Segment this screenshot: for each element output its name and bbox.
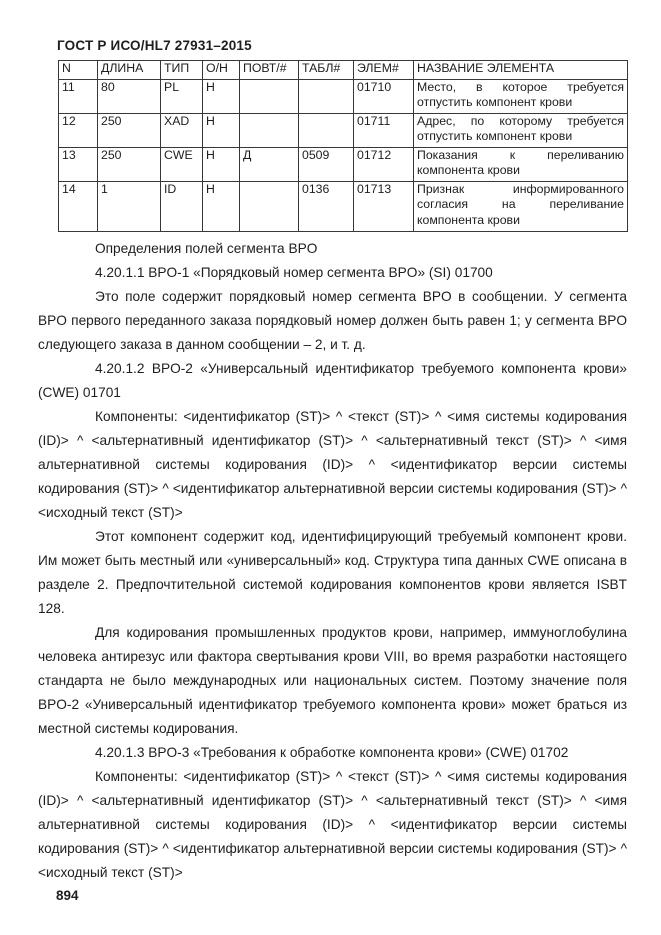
section-heading-4-20-1-1: 4.20.1.1 BPO-1 «Порядковый номер сегмента BPO» (SI) 01700 bbox=[95, 265, 493, 280]
column-header-table: ТАБЛ# bbox=[299, 61, 354, 80]
table-cell-element-name: Адрес, по которому требуется отпустить компонент крови bbox=[414, 113, 628, 147]
table-cell: 0136 bbox=[299, 181, 354, 231]
table-cell: 80 bbox=[98, 79, 161, 113]
column-header-opt: О/Н bbox=[203, 61, 240, 80]
column-header-length: ДЛИНА bbox=[98, 61, 161, 80]
table-cell bbox=[240, 79, 299, 113]
body-paragraph: Для кодирования промышленных продуктов крови, например, иммуноглобулина человека антирезус или фактора свертывания крови VIII, во время разработки настоящего стандарта не было международных или национальных систем. Поэтому значение поля BPO-2 «Универсальный идентификатор требуемого компонента крови» может браться из местной системы кодирования. bbox=[38, 625, 627, 736]
table-cell: 0509 bbox=[299, 147, 354, 181]
table-cell: 1 bbox=[98, 181, 161, 231]
table-cell bbox=[240, 113, 299, 147]
body-paragraph: Компоненты: <идентификатор (ST)> ^ <текст (ST)> ^ <имя системы кодирования (ID)> ^ <альтернативный идентификатор (ST)> ^ <альтернативный текст (ST)> ^ <имя альтернативной системы кодирования (ID)> ^ <идентификатор версии системы кодирования (ST)> ^ <идентификатор альтернативной версии системы кодирования (ST)> ^ <исходный текст (ST)> bbox=[38, 409, 627, 520]
table-cell: PL bbox=[161, 79, 203, 113]
table-cell: 11 bbox=[59, 79, 98, 113]
table-cell: 14 bbox=[59, 181, 98, 231]
column-header-elem: ЭЛЕМ# bbox=[354, 61, 414, 80]
table-cell: 13 bbox=[59, 147, 98, 181]
table-cell: ID bbox=[161, 181, 203, 231]
body-paragraph: Этот компонент содержит код, идентифицирующий требуемый компонент крови. Им может быть местный или «универсальный» код. Структура типа данных CWE описана в разделе 2. Предпочтительной системой кодирования компонентов крови является ISBT 128. bbox=[38, 529, 627, 616]
table-cell: 01712 bbox=[354, 147, 414, 181]
body-paragraph: Компоненты: <идентификатор (ST)> ^ <текст (ST)> ^ <имя системы кодирования (ID)> ^ <альтернативный идентификатор (ST)> ^ <альтернативный текст (ST)> ^ <имя альтернативной системы кодирования (ID)> ^ <идентификатор версии системы кодирования (ST)> ^ <идентификатор альтернативной версии системы кодирования (ST)> ^ <исходный текст (ST)> bbox=[38, 769, 627, 880]
table-cell: XAD bbox=[161, 113, 203, 147]
table-cell-element-name: Признак информированного согласия на переливание компонента крови bbox=[414, 181, 628, 231]
column-header-n: N bbox=[59, 61, 98, 80]
table-cell: Н bbox=[203, 181, 240, 231]
table-cell: 01713 bbox=[354, 181, 414, 231]
table-header-row bbox=[59, 61, 628, 80]
table-cell bbox=[240, 181, 299, 231]
segment-field-table bbox=[58, 60, 628, 232]
table-cell: CWE bbox=[161, 147, 203, 181]
page-number: 894 bbox=[56, 888, 79, 903]
table-cell: 12 bbox=[59, 113, 98, 147]
body-paragraph: Определения полей сегмента BPO bbox=[95, 241, 318, 256]
table-cell-element-name: Показания к переливанию компонента крови bbox=[414, 147, 628, 181]
table-cell: Д bbox=[240, 147, 299, 181]
table-cell: 01711 bbox=[354, 113, 414, 147]
table-cell bbox=[299, 79, 354, 113]
column-header-repeat: ПОВТ/# bbox=[240, 61, 299, 80]
document-title: ГОСТ Р ИСО/HL7 27931–2015 bbox=[57, 38, 252, 53]
table-cell: Н bbox=[203, 147, 240, 181]
column-header-name: НАЗВАНИЕ ЭЛЕМЕНТА bbox=[414, 61, 628, 80]
table-cell: Н bbox=[203, 79, 240, 113]
table-row bbox=[59, 79, 628, 113]
table-row bbox=[59, 181, 628, 231]
body-paragraph: Это поле содержит порядковый номер сегмента BPO в сообщении. У сегмента BPO первого переданного заказа порядковый номер должен быть равен 1; у сегмента BPO следующего заказа в данном сообщении – 2, и т. д. bbox=[38, 289, 627, 352]
section-heading-4-20-1-2: 4.20.1.2 BPO-2 «Универсальный идентификатор требуемого компонента крови» (CWE) 01701 bbox=[38, 361, 627, 400]
table-cell: 01710 bbox=[354, 79, 414, 113]
table-cell bbox=[299, 113, 354, 147]
column-header-type: ТИП bbox=[161, 61, 203, 80]
table-cell-element-name: Место, в которое требуется отпустить компонент крови bbox=[414, 79, 628, 113]
body-text-block bbox=[38, 237, 627, 885]
section-heading-4-20-1-3: 4.20.1.3 BPO-3 «Требования к обработке компонента крови» (CWE) 01702 bbox=[95, 745, 569, 760]
table-cell: Н bbox=[203, 113, 240, 147]
table-cell: 250 bbox=[98, 147, 161, 181]
table-row bbox=[59, 147, 628, 181]
table-cell: 250 bbox=[98, 113, 161, 147]
table-row bbox=[59, 113, 628, 147]
